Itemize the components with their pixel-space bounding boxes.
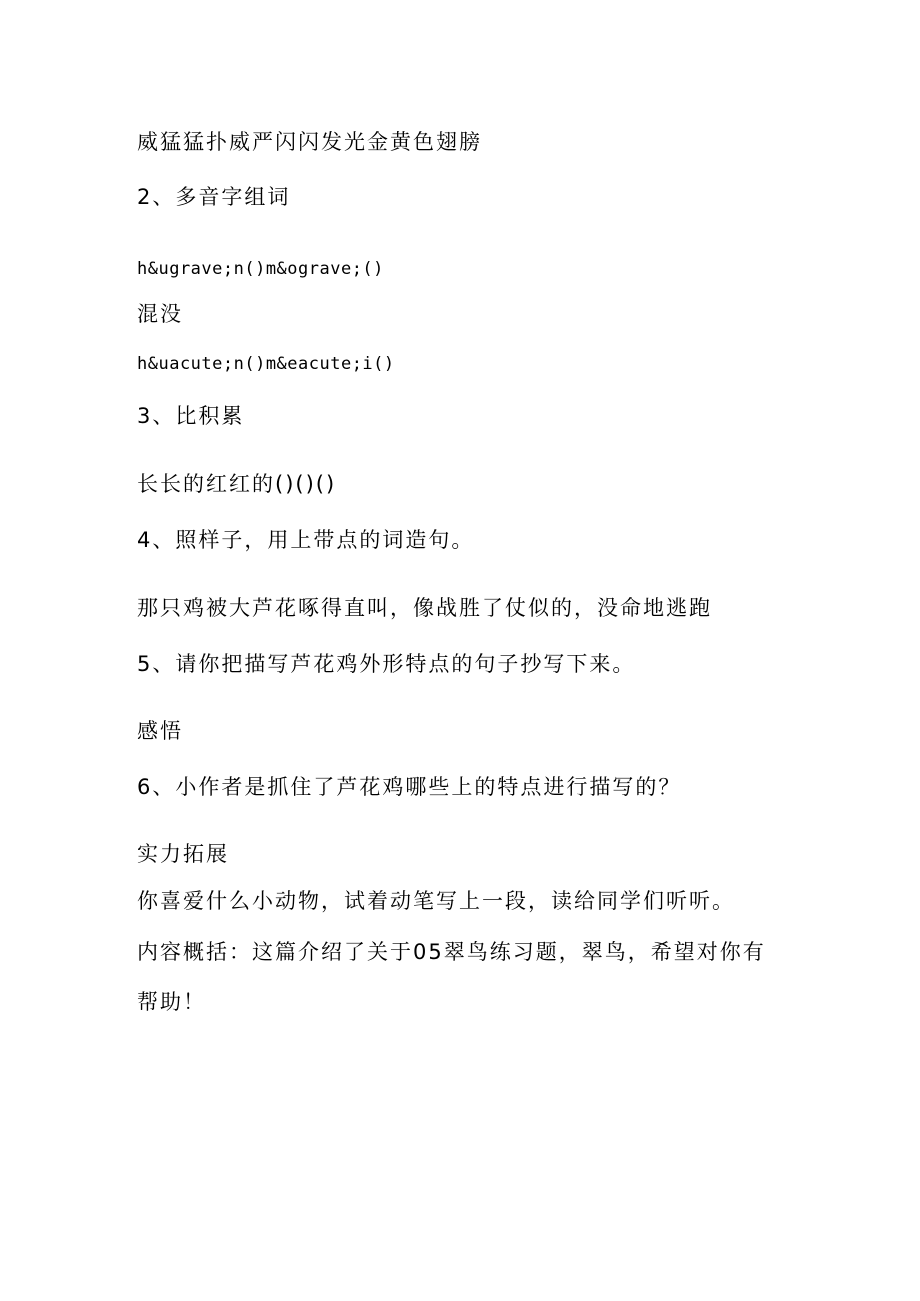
summary-line-1: 内容概括：这篇介绍了关于05翠鸟练习题，翠鸟，希望对你有 (137, 940, 766, 964)
question-6-heading: 6、小作者是抓住了芦花鸡哪些上的特点进行描写的？ (137, 775, 682, 799)
section-heading-insight: 感悟 (137, 719, 183, 743)
question-5-heading: 5、请你把描写芦花鸡外形特点的句子抄写下来。 (137, 652, 636, 676)
question-2-heading: 2、多音字组词 (137, 185, 291, 209)
extension-prompt: 你喜爱什么小动物，试着动笔写上一段，读给同学们听听。 (137, 889, 735, 913)
word-pattern-line: 长长的红红的()()() (137, 472, 337, 496)
section-heading-extension: 实力拓展 (137, 842, 229, 866)
text-line-vocab: 威猛猛扑威严闪闪发光金黄色翅膀 (137, 130, 482, 154)
question-4-heading: 4、照样子，用上带点的词造句。 (137, 528, 475, 552)
pinyin-line-1: h&ugrave;n()m&ograve;() (137, 259, 384, 279)
example-sentence: 那只鸡被大芦花啄得直叫，像战胜了仗似的，没命地逃跑 (137, 596, 712, 620)
question-3-heading: 3、比积累 (137, 404, 245, 428)
polyphone-characters: 混没 (137, 302, 183, 326)
summary-line-2: 帮助！ (137, 990, 206, 1014)
pinyin-line-2: h&uacute;n()m&eacute;i() (137, 354, 395, 374)
